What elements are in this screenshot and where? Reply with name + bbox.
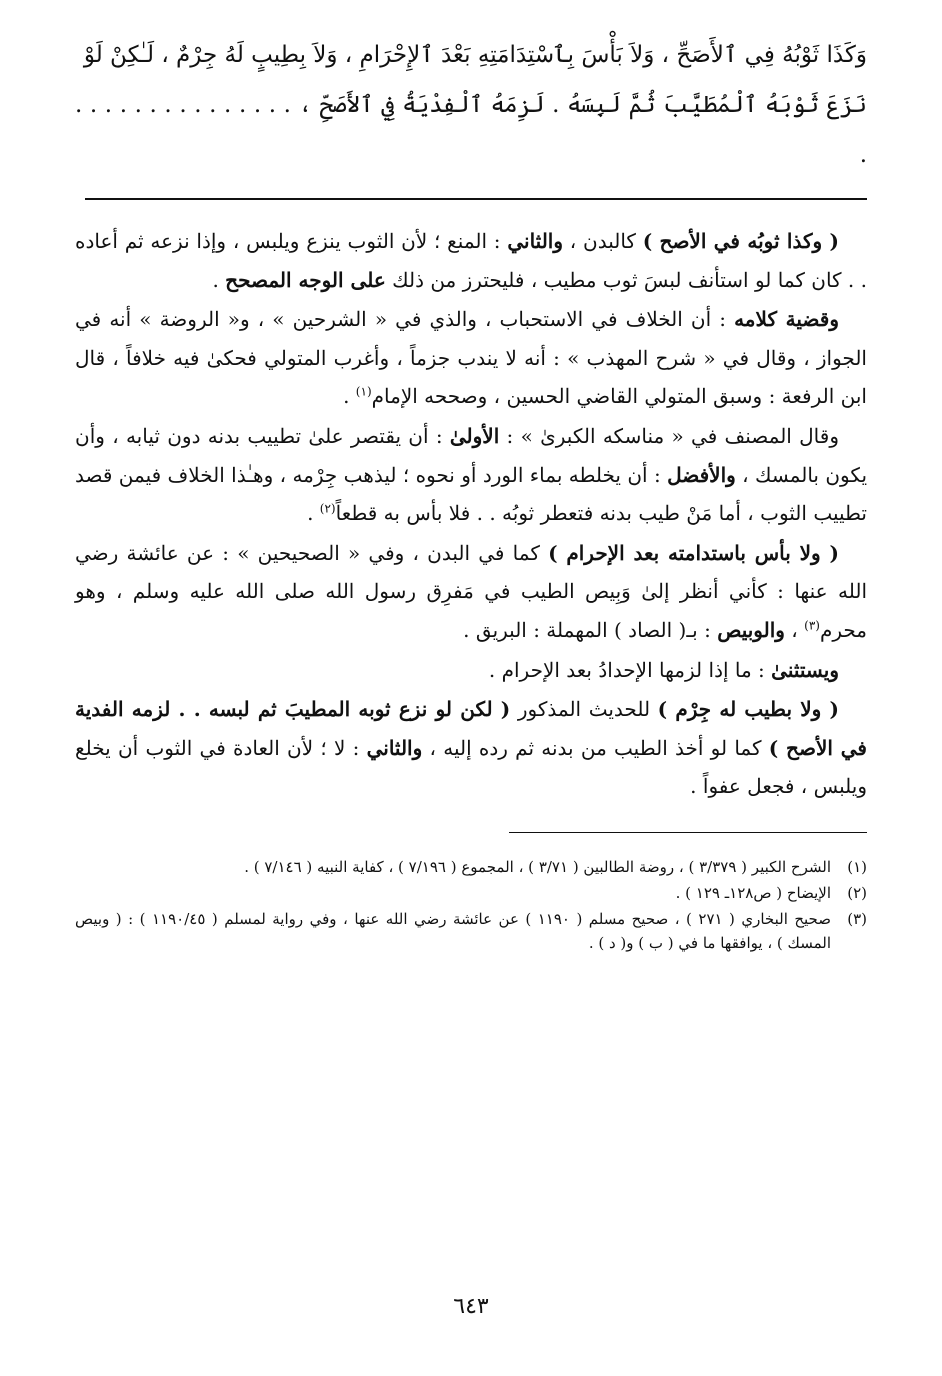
commentary-paragraph — [75, 300, 867, 416]
footnote — [75, 907, 867, 955]
footnote-ref: (٣) — [804, 618, 820, 633]
text-run: : المنع ؛ لأن الثوب ينزع ويلبس ، وإذا نزعه ثم أعاده . . كان كما لو استأنف لبسَ ثوب مطيب ، فليحترز من ذلك — [75, 229, 867, 292]
bold-phrase: وقضية كلامه — [734, 307, 839, 332]
footnote-number: (١) — [847, 857, 867, 876]
text-run: : أن يقتصر علىٰ تطييب بدنه دون ثيابه ، وأن يكون بالمسك ، — [75, 423, 868, 487]
matn-text — [75, 28, 867, 180]
footnote — [75, 881, 867, 905]
commentary-paragraph — [75, 690, 867, 806]
text-run: للحديث المذكور — [510, 697, 658, 722]
text-run: : بـ( الصاد ) المهملة : البريق . — [463, 617, 718, 642]
footnote-number: (٢) — [847, 883, 867, 902]
commentary-paragraph — [75, 222, 867, 299]
text-run: . — [307, 501, 320, 526]
footnote — [75, 855, 867, 879]
matn-divider — [85, 198, 867, 200]
text-run: : أن يخلطه بماء الورد أو نحوه ؛ ليذهب جِرْمه ، وهـٰذا الخلاف فيمن قصد تطييب الثوب ، أما مَنْ طيب بدنه فتعطر ثوبُه . . فلا بأس به قطعاً — [75, 462, 867, 526]
matn-line-2: نَزَعَ ثَوْبَهُ ٱلْمُطَيَّبَ ثُمَّ لَبِسَهُ . لَزِمَهُ ٱلْفِدْيَةُ فِي ٱلأَصَحِّ ، . . . . . . . . . . . . . . . . — [75, 92, 867, 168]
bold-phrase: على الوجه المصحح — [225, 267, 386, 292]
bold-phrase: ( ولا بأس باستدامته بعد الإحرام ) — [548, 540, 839, 565]
bold-phrase: ( لكن لو نزع ثوبه المطيبَ ثم لبسه . . لزمه الفدية في الأصح ) — [75, 697, 867, 760]
footnote-text: صحيح البخاري ( ٢٧١ ) ، صحيح مسلم ( ١١٩٠ ) عن عائشة رضي الله عنها ، وفي رواية لمسلم ( ١١٩٠/٤٥ ) : ( وبيص المسك ) ، يوافقها ما في ( ب ) و( د ) . — [75, 909, 831, 952]
commentary-paragraph — [75, 417, 867, 533]
footnote-text: الإيضاح ( ص١٢٨ـ ١٢٩ ) . — [675, 883, 831, 902]
footnote-ref: (٢) — [319, 501, 336, 516]
text-run: وقال المصنف في « مناسكه الكبرىٰ » : — [499, 423, 839, 448]
footnotes — [75, 855, 867, 955]
bold-phrase: ( وكذا ثوبُه في الأصح ) — [642, 229, 839, 253]
bold-phrase: والأفضل — [667, 462, 736, 487]
bold-phrase: والثاني — [366, 735, 423, 760]
text-run: . — [212, 267, 226, 292]
text-run: : أن الخلاف في الاستحباب ، والذي في « الشرحين » ، و« الروضة » أنه في الجواز ، وقال في « شرح المهذب » : أنه لا يندب جزماً ، وأغرب المتولي فحكىٰ فيه خلافاً ، قال ابن الرفعة : وسبق المتولي القاضي الحسين ، وصححه الإمام — [75, 307, 867, 409]
commentary-paragraph — [75, 534, 867, 650]
text-run: ، — [784, 617, 805, 642]
matn-line-1: وَكَذَا ثَوْبُهُ فِي ٱلأَصَحِّ ، وَلاَ بَأْسَ بِٱسْتِدَامَتِهِ بَعْدَ ٱلإِحْرَامِ ، وَلاَ بِطِيبٍ لَهُ جِرْمٌ ، لَـٰكِنْ لَوْ — [83, 42, 867, 68]
bold-phrase: الأولىٰ — [449, 423, 500, 448]
footnote-number: (٣) — [847, 909, 867, 928]
text-run: كما في البدن ، وفي « الصحيحين » : عن عائشة رضي الله عنها : كأني أنظر إلىٰ وَبِيص الطيب في مَفرِق رسول الله صلى الله عليه وسلم ، وهو محرم — [75, 540, 867, 642]
commentary — [75, 222, 867, 806]
commentary-paragraph — [75, 651, 867, 690]
text-run: كالبدن ، — [563, 229, 643, 253]
text-run: : ما إذا لزمها الإحدادُ بعد الإحرام . — [488, 657, 772, 682]
footnote-text: الشرح الكبير ( ٣/٣٧٩ ) ، روضة الطالبين ( ٣/٧١ ) ، المجموع ( ٧/١٩٦ ) ، كفاية النبيه ( ٧/١٤٦ ) . — [244, 857, 831, 876]
page-body — [75, 28, 867, 957]
bold-phrase: ويستثنىٰ — [771, 657, 839, 682]
page-number: ٦٤٣ — [453, 1294, 489, 1319]
text-run: : لا ؛ لأن العادة في الثوب أن يخلع ويلبس ، فجعل عفواً . — [75, 735, 867, 799]
bold-phrase: والوبيص — [717, 617, 785, 642]
footnote-ref: (١) — [355, 384, 372, 399]
bold-phrase: ( ولا بطيب له جِرْم ) — [657, 697, 839, 722]
bold-phrase: والثاني — [507, 229, 564, 253]
footnote-divider — [509, 832, 867, 833]
text-run: كما لو أخذ الطيب من بدنه ثم رده إليه ، — [422, 735, 769, 760]
text-run: . — [343, 384, 356, 409]
